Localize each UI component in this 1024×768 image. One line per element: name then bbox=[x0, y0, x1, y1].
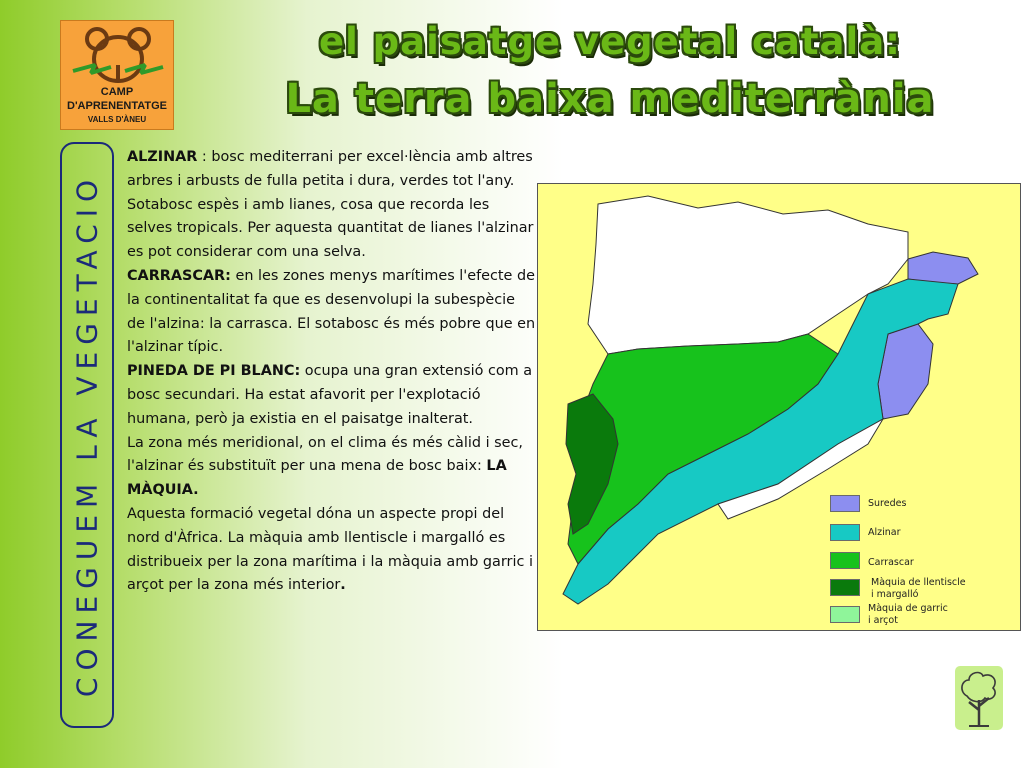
pineda-text: ocupa una gran extensió com a bosc secundari. Ha estat afavorit per l'explotació humana, però ja existia en el paisatge inalterat. bbox=[127, 363, 533, 427]
pineda-heading: PINEDA DE PI BLANC: bbox=[127, 363, 301, 380]
logo-line-2: D'APRENENTATGE bbox=[67, 100, 167, 112]
legend-label-maquia-llentiscle: Màquia de llentiscle i margalló bbox=[871, 577, 966, 600]
alzinar-text: : bosc mediterrani per excel·lència amb altres arbres i arbusts de fulla petita i dura, verdes tot l'any. Sotabosc espès i amb lianes, cosa que recorda les selves tropicals. Per aquesta quantitat de lianes l'alzinar es pot considerar com una selva. bbox=[127, 149, 534, 261]
legend-swatch-carrascar bbox=[830, 552, 860, 569]
logo-line-3: VALLS D'ÀNEU bbox=[87, 115, 147, 124]
legend-label-carrascar: Carrascar bbox=[868, 557, 914, 568]
title-line-2: La terra baixa mediterrània bbox=[285, 76, 935, 122]
maquia-heading: LA MÀQUIA. bbox=[127, 458, 507, 499]
legend-swatch-maquia-garric bbox=[830, 606, 860, 623]
camp-logo bbox=[60, 20, 174, 130]
legend-swatch-maquia-llentiscle bbox=[830, 579, 860, 596]
final-text: Aquesta formació vegetal dóna un aspecte propi del nord d'Àfrica. La màquia amb llentiscle i margalló es distribueix per la zona marítima i la màquia amb garric i arçot per la zona més interior bbox=[127, 505, 533, 594]
legend-label-alzinar: Alzinar bbox=[868, 527, 901, 538]
side-label-box bbox=[60, 142, 114, 728]
paragraph-maquia bbox=[127, 432, 537, 503]
alzinar-heading: ALZINAR bbox=[127, 149, 198, 165]
legend-label-suredes: Suredes bbox=[868, 498, 907, 509]
paragraph-alzinar bbox=[127, 146, 537, 265]
body-text bbox=[127, 146, 537, 598]
maquia-text: La zona més meridional, on el clima és més càlid i sec, l'alzinar és substituït per una mena de bosc baix: bbox=[127, 434, 523, 475]
catalonia-map-shape bbox=[538, 184, 1020, 630]
side-label: CONEGUEM LA VEGETACIO bbox=[70, 172, 104, 698]
paragraph-carrascar bbox=[127, 265, 537, 360]
tree-icon bbox=[955, 666, 1003, 730]
paragraph-final bbox=[127, 503, 537, 598]
vegetation-map bbox=[537, 183, 1021, 631]
title-line-1: el paisatge vegetal català: bbox=[319, 20, 901, 63]
carrascar-heading: CARRASCAR: bbox=[127, 267, 231, 284]
logo-line-1: CAMP bbox=[100, 86, 134, 98]
carrascar-text: en les zones menys marítimes l'efecte de la continentalitat fa que es desenvolupi la subespècie de l'alzina: la carrasca. El sotabosc és més pobre que en l'alzinar típic. bbox=[127, 267, 536, 356]
legend-label-maquia-garric: Màquia de garric i arçot bbox=[868, 603, 948, 626]
legend-swatch-suredes bbox=[830, 495, 860, 512]
legend-swatch-alzinar bbox=[830, 524, 860, 541]
final-period: . bbox=[340, 577, 346, 594]
paragraph-pineda bbox=[127, 360, 537, 431]
